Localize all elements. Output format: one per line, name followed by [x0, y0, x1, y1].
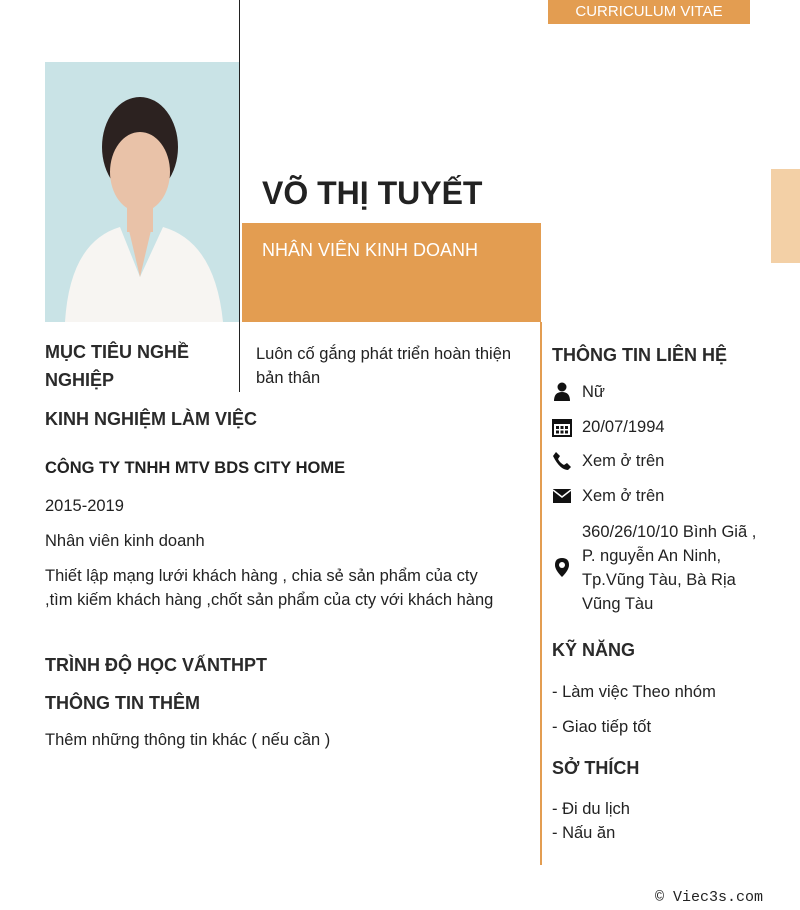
profile-photo — [45, 62, 239, 322]
position-box — [242, 223, 541, 322]
gender: Nữ — [582, 383, 605, 401]
hobby-item: - Đi du lịch — [552, 800, 630, 818]
work-period: 2015-2019 — [45, 497, 124, 515]
location-icon — [552, 557, 572, 577]
work-description: Thiết lập mạng lưới khách hàng , chia sẻ sản phẩm của cty ,tìm kiếm khách hàng ,chốt sản phẩm của cty với khách hàng — [45, 567, 494, 609]
calendar-icon — [552, 417, 572, 437]
education-title: TRÌNH ĐỘ HỌC VẤNTHPT — [45, 655, 267, 675]
divider-left — [239, 0, 240, 392]
position-title: NHÂN VIÊN KINH DOANH — [262, 240, 479, 260]
experience-title: KINH NGHIỆM LÀM VIỆC — [45, 409, 258, 429]
cv-banner: CURRICULUM VITAE — [548, 0, 750, 24]
phone-icon — [552, 451, 572, 471]
skill-item: - Giao tiếp tốt — [552, 718, 652, 736]
hobbies-title: SỞ THÍCH — [552, 758, 640, 778]
divider-right — [540, 322, 542, 865]
address: 360/26/10/10 Bình Giã , P. nguyễn An Ninh, Tp.Vũng Tàu, Bà Rịa Vũng Tàu — [582, 523, 757, 613]
email: Xem ở trên — [582, 487, 665, 505]
phone: Xem ở trên — [582, 452, 665, 470]
objective-title: MỤC TIÊU NGHỀ NGHIỆP — [45, 342, 189, 390]
candidate-name: VÕ THỊ TUYẾT — [262, 175, 483, 211]
hobby-item: - Nấu ăn — [552, 824, 616, 842]
skill-item: - Làm việc Theo nhóm — [552, 683, 716, 701]
company-name: CÔNG TY TNHH MTV BDS CITY HOME — [45, 459, 346, 477]
side-tab[interactable] — [771, 169, 800, 263]
extra-text: Thêm những thông tin khác ( nếu cần ) — [45, 731, 331, 749]
birthday: 20/07/1994 — [582, 418, 665, 436]
work-role: Nhân viên kinh doanh — [45, 532, 205, 550]
extra-title: THÔNG TIN THÊM — [45, 693, 200, 713]
footer-credit[interactable]: © Viec3s.com — [655, 889, 764, 906]
objective-text: Luôn cố gắng phát triển hoàn thiện bản thân — [256, 345, 512, 387]
person-icon — [552, 382, 572, 402]
skills-title: KỸ NĂNG — [552, 640, 636, 660]
email-icon — [552, 486, 572, 506]
contact-title: THÔNG TIN LIÊN HỆ — [552, 345, 727, 365]
